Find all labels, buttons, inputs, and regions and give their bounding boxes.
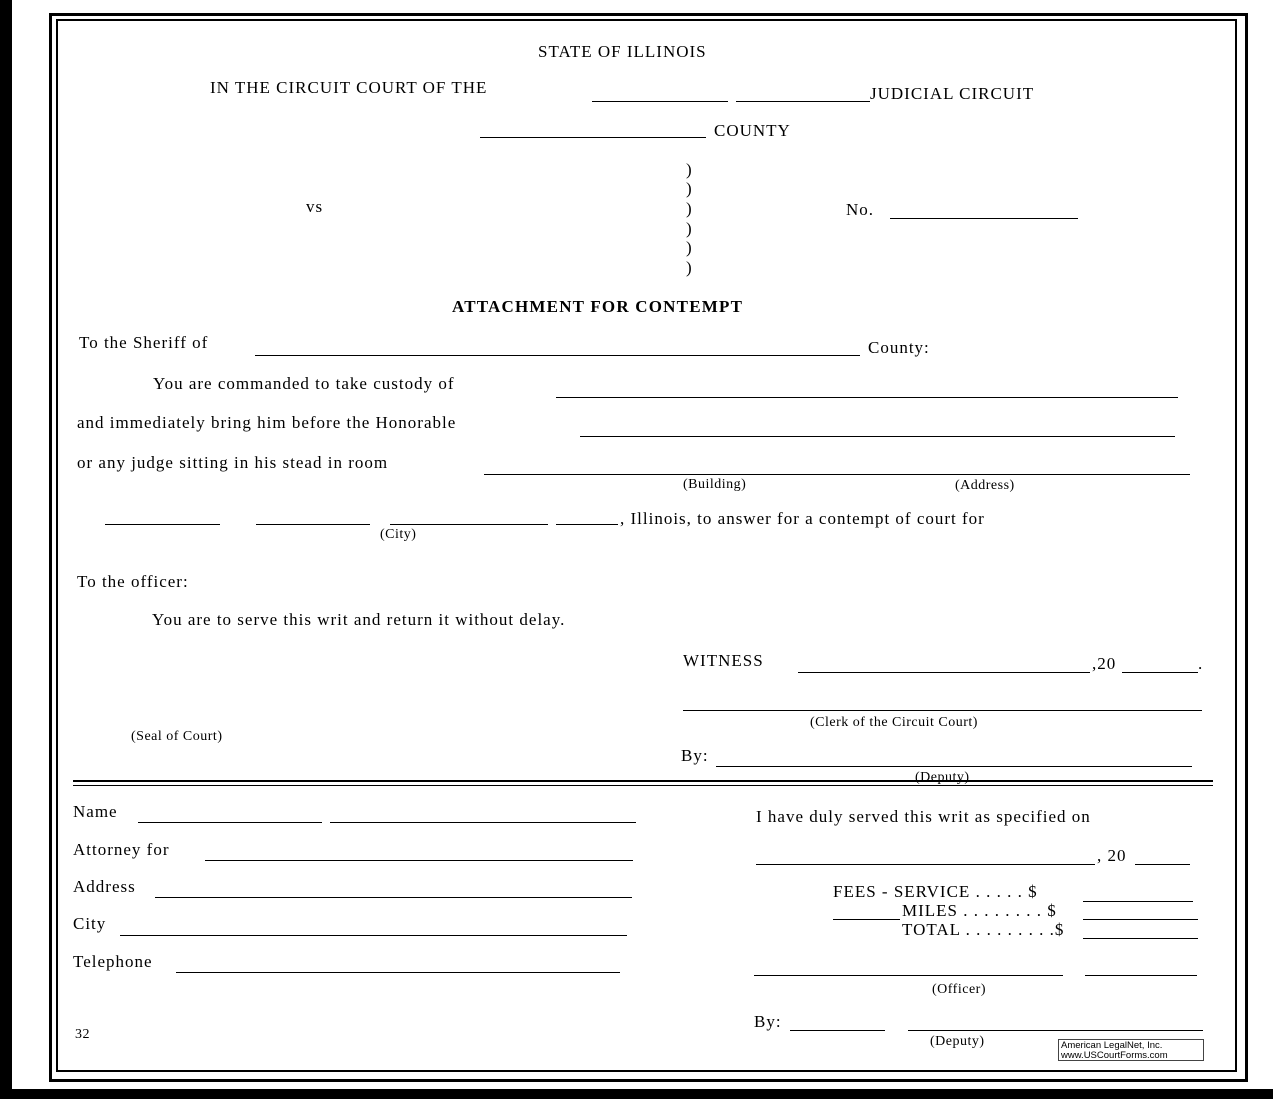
logo-line-1: American LegalNet, Inc. (1061, 1040, 1163, 1051)
return-by-label: By: (754, 1012, 782, 1031)
served-date-blank[interactable] (756, 864, 1095, 865)
officer-signature-line[interactable] (754, 975, 1063, 976)
witness-year-prefix: ,20 (1092, 654, 1117, 673)
clerk-caption: (Clerk of the Circuit Court) (810, 715, 978, 730)
city-label: City (73, 914, 107, 933)
fees-service-blank[interactable] (1083, 901, 1193, 902)
address-blank[interactable] (155, 897, 632, 898)
officer-heading: To the officer: (77, 572, 189, 591)
total-blank[interactable] (1083, 938, 1198, 939)
witness-blank[interactable] (798, 672, 1090, 673)
custody-blank[interactable] (556, 397, 1178, 398)
clerk-signature-line[interactable] (683, 710, 1202, 711)
caption-paren: ) (686, 179, 693, 198)
county-label: COUNTY (714, 121, 791, 140)
building-caption: (Building) (683, 477, 747, 492)
miles-fee-blank[interactable] (1083, 919, 1198, 920)
return-deputy-caption: (Deputy) (930, 1034, 985, 1049)
name-label: Name (73, 802, 118, 821)
vs-label: vs (306, 197, 324, 216)
name-blank-2[interactable] (330, 822, 636, 823)
honorable-label: and immediately bring him before the Honorable (77, 413, 457, 432)
sheriff-label: To the Sheriff of (79, 333, 209, 352)
city-field-blank[interactable] (120, 935, 627, 936)
section-divider (73, 780, 1213, 782)
inner-border (56, 19, 1237, 1072)
honorable-blank[interactable] (580, 436, 1175, 437)
caption-paren: ) (686, 219, 693, 238)
address-label: Address (73, 877, 136, 896)
state-heading: STATE OF ILLINOIS (538, 42, 707, 61)
by-label: By: (681, 746, 709, 765)
court-heading: IN THE CIRCUIT COURT OF THE (210, 78, 488, 97)
address-blank-2[interactable] (256, 524, 370, 525)
caption-paren: ) (686, 160, 693, 179)
attorney-for-label: Attorney for (73, 840, 170, 859)
witness-year-blank[interactable] (1122, 672, 1198, 673)
caption-paren: ) (686, 199, 693, 218)
miles-label: MILES . . . . . . . . $ (902, 901, 1057, 920)
served-year-blank[interactable] (1135, 864, 1190, 865)
address-caption: (Address) (955, 478, 1015, 493)
attorney-for-blank[interactable] (205, 860, 633, 861)
fees-service-label: FEES - SERVICE . . . . . $ (833, 882, 1038, 901)
case-number-label: No. (846, 200, 875, 219)
total-label: TOTAL . . . . . . . . .$ (902, 920, 1065, 939)
served-statement: I have duly served this writ as specified on (756, 807, 1091, 826)
officer-caption: (Officer) (932, 982, 986, 997)
illinois-contempt-text: , Illinois, to answer for a contempt of court for (620, 509, 985, 528)
return-deputy-line-1[interactable] (790, 1030, 885, 1031)
form-number: 32 (75, 1027, 90, 1042)
custody-label: You are commanded to take custody of (153, 374, 455, 393)
miles-count-blank[interactable] (833, 919, 900, 920)
served-year-prefix: , 20 (1097, 846, 1127, 865)
telephone-blank[interactable] (176, 972, 620, 973)
scan-edge-left (0, 0, 12, 1099)
case-number-blank[interactable] (890, 218, 1078, 219)
section-divider (73, 785, 1213, 786)
serve-instruction: You are to serve this writ and return it without delay. (152, 610, 566, 629)
caption-paren: ) (686, 258, 693, 277)
sheriff-county-blank[interactable] (255, 355, 860, 356)
judicial-circuit-label: JUDICIAL CIRCUIT (870, 84, 1035, 103)
publisher-logo (1058, 1039, 1204, 1061)
telephone-label: Telephone (73, 952, 153, 971)
circuit-blank-1[interactable] (592, 101, 728, 102)
scan-edge-bottom (0, 1089, 1273, 1099)
seal-caption: (Seal of Court) (131, 729, 223, 744)
return-deputy-line-2[interactable] (908, 1030, 1203, 1031)
county-suffix: County: (868, 338, 930, 357)
room-blank[interactable] (484, 474, 1190, 475)
circuit-blank-2[interactable] (736, 101, 870, 102)
witness-label: WITNESS (683, 651, 764, 670)
room-label: or any judge sitting in his stead in room (77, 453, 389, 472)
officer-signature-line-2[interactable] (1085, 975, 1197, 976)
caption-paren: ) (686, 238, 693, 257)
deputy-signature-line[interactable] (716, 766, 1192, 767)
witness-period: . (1198, 654, 1204, 673)
address-blank-1[interactable] (105, 524, 220, 525)
logo-line-2: www.USCourtForms.com (1061, 1050, 1168, 1061)
name-blank-1[interactable] (138, 822, 322, 823)
city-caption: (City) (380, 527, 417, 542)
deputy-caption: (Deputy) (915, 770, 970, 785)
city-blank-2[interactable] (556, 524, 618, 525)
county-blank[interactable] (480, 137, 706, 138)
document-title: ATTACHMENT FOR CONTEMPT (452, 297, 744, 316)
